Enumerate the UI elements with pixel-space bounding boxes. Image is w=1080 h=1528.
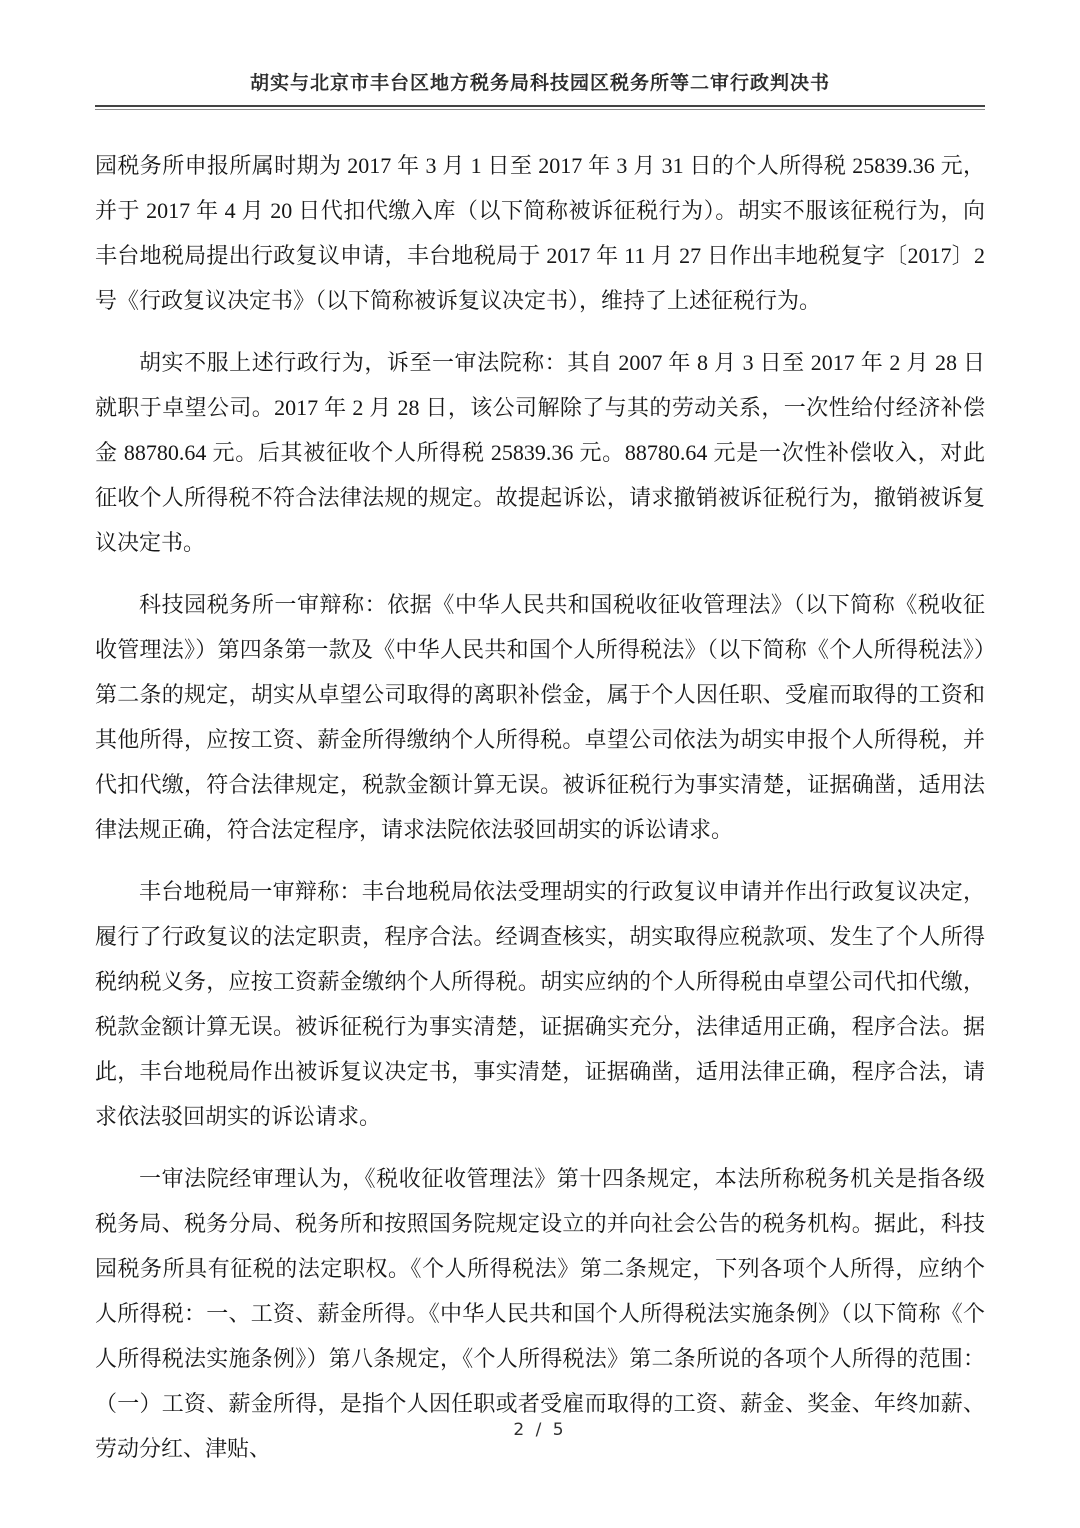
page-footer [0,1420,1080,1440]
document-body [95,143,985,1471]
header-divider [95,105,985,110]
paragraph-first-instance-court-opinion: 一审法院经审理认为，《税收征收管理法》第十四条规定，本法所称税务机关是指各级税务局、税务分局、税务所和按照国务院规定设立的并向社会公告的税务机构。据此，科技园税务所具有征税的法定职权。《个人所得税法》第二条规定，下列各项个人所得，应纳个人所得税：一、工资、薪金所得。《中华人民共和国个人所得税法实施条例》（以下简称《个人所得税法实施条例》）第八条规定，《个人所得税法》第二条所说的各项个人所得的范围：（一）工资、薪金所得，是指个人因任职或者受雇而取得的工资、薪金、奖金、年终加薪、劳动分红、津贴、 [95,1166,985,1461]
paragraph-tax-office-defense: 科技园税务所一审辩称：依据《中华人民共和国税收征收管理法》（以下简称《税收征收管理法》）第四条第一款及《中华人民共和国个人所得税法》（以下简称《个人所得税法》）第二条的规定，胡实从卓望公司取得的离职补偿金，属于个人因任职、受雇而取得的工资和其他所得，应按工资、薪金所得缴纳个人所得税。卓望公司依法为胡实申报个人所得税，并代扣代缴，符合法律规定，税款金额计算无误。被诉征税行为事实清楚，证据确凿，适用法律法规正确，符合法定程序，请求法院依法驳回胡实的诉讼请求。 [95,592,985,842]
paragraph-plaintiff-claim: 胡实不服上述行政行为，诉至一审法院称：其自 2007 年 8 月 3 日至 2017 年 2 月 28 日就职于卓望公司。2017 年 2 月 28 日，该公司解除了与其的劳动关系，一次性给付经济补偿金 88780.64 元。后其被征收个人所得税 25839.36 元。88780.64 元是一次性补偿收入，对此征收个人所得税不符合法律法规的规定。故提起诉讼，请求撤销被诉征税行为，撤销被诉复议决定书。 [95,350,985,555]
paragraph-tax-withholding-continuation: 园税务所申报所属时期为 2017 年 3 月 1 日至 2017 年 3 月 31 日的个人所得税 25839.36 元，并于 2017 年 4 月 20 日代扣代缴入库（以下简称被诉征税行为）。胡实不服该征税行为，向丰台地税局提出行政复议申请，丰台地税局于 2017 年 11 月 27 日作出丰地税复字〔2017〕2 号《行政复议决定书》（以下简称被诉复议决定书），维持了上述征税行为。 [95,153,985,313]
paragraph-tax-bureau-defense: 丰台地税局一审辩称：丰台地税局依法受理胡实的行政复议申请并作出行政复议决定，履行了行政复议的法定职责，程序合法。经调查核实，胡实取得应税款项、发生了个人所得税纳税义务，应按工资薪金缴纳个人所得税。胡实应纳的个人所得税由卓望公司代扣代缴，税款金额计算无误。被诉征税行为事实清楚，证据确实充分，法律适用正确，程序合法。据此，丰台地税局作出被诉复议决定书，事实清楚，证据确凿，适用法律正确，程序合法，请求依法驳回胡实的诉讼请求。 [95,879,985,1129]
document-title: 胡实与北京市丰台区地方税务局科技园区税务所等二审行政判决书 [249,73,830,94]
page-header [0,0,1080,110]
page-number-indicator: 2 / 5 [513,1420,567,1440]
